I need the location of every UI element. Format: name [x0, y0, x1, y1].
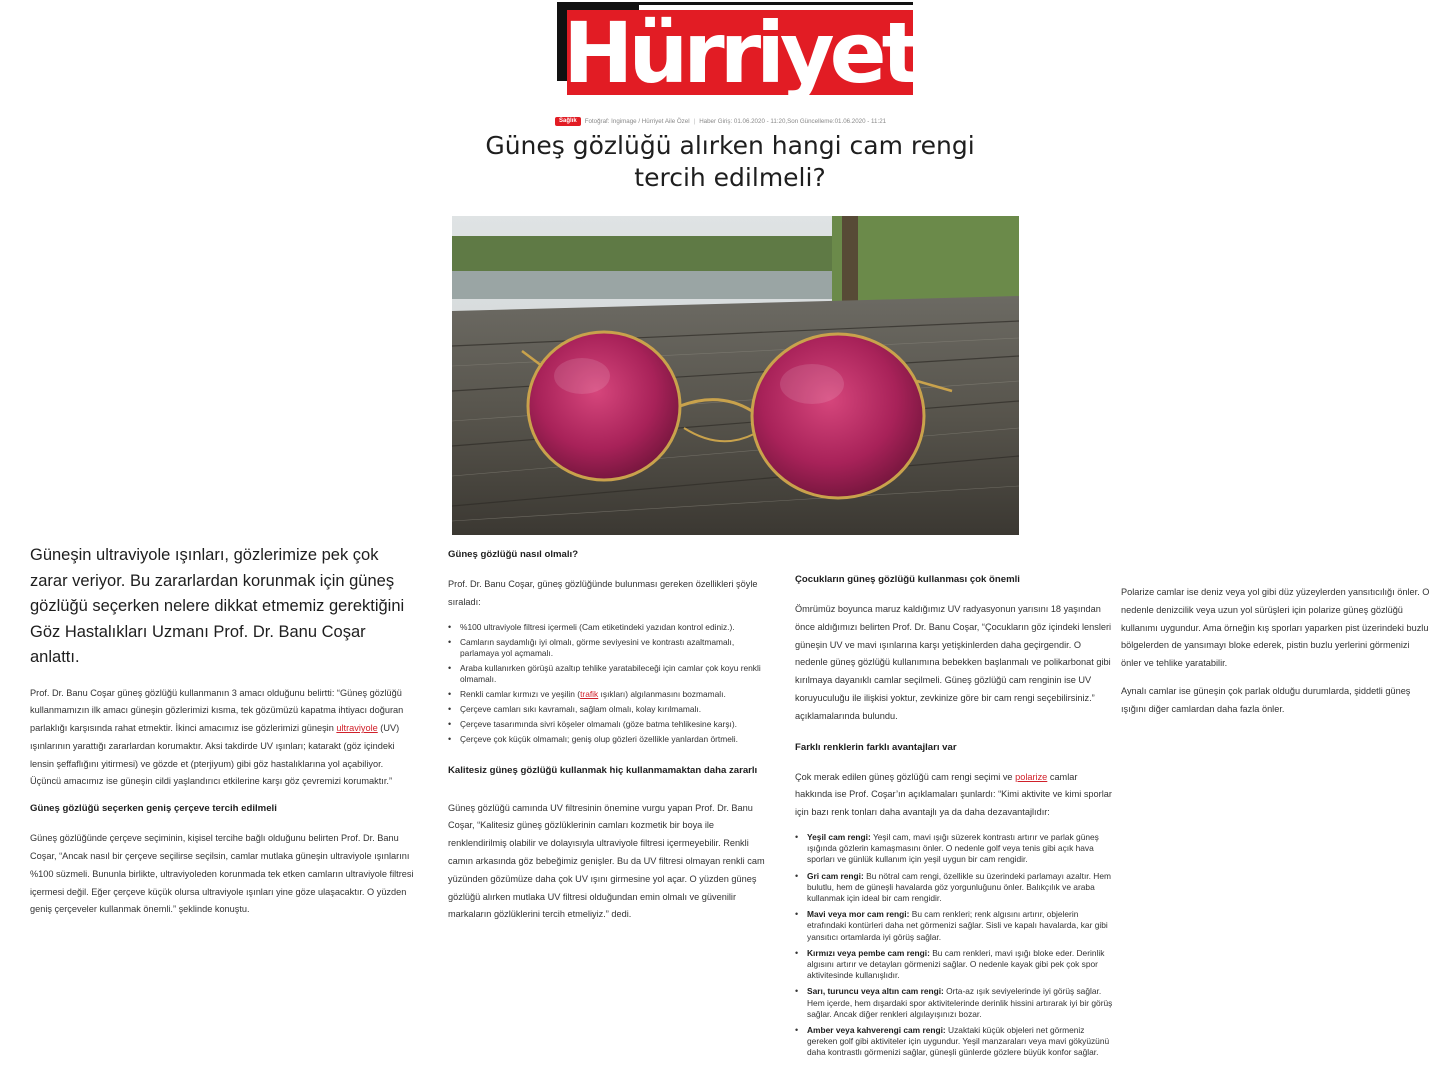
list-item-text: Bu nötral cam rengi, özellikle su üzerindeki parlamayı azaltır. Hem bulutlu, hem de güneşli havalarda göz yorgunluğunu önler. Balıkçılık ve araba kullanmak için ideal bir cam rengidir. [807, 870, 1111, 903]
article-meta [555, 116, 955, 128]
meta-separator: | [693, 118, 696, 125]
list-item: • Camların saydamlığı iyi olmalı, görme seviyesini ve kontrastı azaltmamalı, parlamaya yol açmamalı. [458, 637, 773, 659]
paragraph: Ömrümüz boyunca maruz kaldığımız UV radyasyonun yarısını 18 yaşından önce aldığımızı belirten Prof. Dr. Banu Coşar, “Çocukların göz içindeki lensleri güneşin UV ve mavi ışınlarına karşı yetişkinlerden daha geçirgendir. O nedenle güneş gözlüğü kullanımına bebekken başlanmalı ve polikarbonat gibi kırılmaya dayanıklı camlar seçilmeli. Güneş gözlüğü cam renginin ise UV koruyuculuğu ile ilişkisi yoktur, zevkinize göre bir cam rengi seçebilirsiniz.” açıklamalarında bulundu. [795, 604, 1112, 721]
list-item-text: Renkli camlar kırmızı ve yeşilin ( [460, 688, 581, 699]
column-3 [795, 572, 1113, 1077]
list-item [805, 948, 1113, 982]
list-item [805, 832, 1113, 866]
list-item-text: Uzaktaki küçük objeleri net görmeniz gereken golf gibi aktiviteler için uygundur. Yeşil manzaraları veya mavi gökyüzünü daha kontrastlı görmenizi sağlar, güneşli günlerde gözlere büyük konfor sağlar. [807, 1025, 1110, 1058]
section-heading: Kalitesiz güneş gözlüğü kullanmak hiç kullanmamaktan daha zararlı [448, 764, 758, 776]
article-photo [452, 216, 1019, 535]
paragraph: Prof. Dr. Banu Coşar, güneş gözlüğünde bulunması gereken özellikleri şöyle sıraladı: [448, 579, 758, 607]
link-trafik[interactable]: trafik [580, 688, 599, 699]
publish-dates: Haber Giriş: 01.06.2020 - 11:20,Son Güncelleme:01.06.2020 - 11:21 [699, 118, 887, 125]
list-item-label: Sarı, turuncu veya altın cam rengi: [807, 986, 944, 997]
hurriyet-logo[interactable] [557, 2, 913, 95]
list-item-text: ışıkları) algılanmasını bozmamalı. [598, 688, 726, 699]
paragraph-text: Prof. Dr. Banu Coşar güneş gözlüğü kullanmanın 3 amacı olduğunu belirtti: “Güneş gözlüğü kullanmamızın ilk amacı güneşin gözlerimizi kısma, tek gözümüzü kapatma ihtiyacı doğuran parlaklığı karşısında rahat etmektir. İkinci amacımız ise gözlerimizi güneşin [30, 687, 404, 734]
list-item-label: Kırmızı veya pembe cam rengi: [807, 947, 930, 958]
column-4 [1121, 584, 1431, 729]
paragraph [795, 769, 1113, 822]
list-item [805, 871, 1113, 905]
paragraph-text: Çok merak edilen güneş gözlüğü cam rengi seçimi ve [795, 771, 1016, 782]
paragraph: Güneş gözlüğü camında UV filtresinin önemine vurgu yapan Prof. Dr. Banu Coşar, “Kalitesiz güneş gözlüklerinin camları kozmetik bir boya ile renklendirilmiş olabilir ve dolayısıyla ultraviyole filtresi içermeyebilir. Renkli camın arkasında göz bebeğimiz genişler. Bu da UV filtresi olmayan renkli cam yüzünden gözümüze daha çok UV ışını girmesine yol açar. O yüzden güneş gözlüğü alırken mutlaka UV filtresi olduğundan emin olmalı ve güvenilir markaların gözlüklerini tercih etmeliyiz.” dedi. [448, 802, 765, 920]
list-item-text: Orta-az ışık seviyelerinde iyi görüş sağlar. Hem içerde, hem dışardaki spor aktivitelerinde derinlik hissini artırarak iyi bir görüş sağlar. Ancak diğer renkleri algılayışınızı bozar. [807, 986, 1113, 1019]
list-item-label: Amber veya kahverengi cam rengi: [807, 1025, 946, 1036]
section-heading: Çocukların güneş gözlüğü kullanması çok önemli [795, 574, 1020, 585]
column-2 [448, 547, 773, 934]
list-item-label: Gri cam rengi: [807, 870, 864, 881]
list-item [805, 986, 1113, 1020]
paragraph-text: (UV) ışınlarının yarattığı zararlardan korumaktır. Aksi takdirde UV ışınları; katarakt (göz içindeki lensin şeffaflığını yitirmesi) ve gözde et (pterjiyum) gibi göz hastalıklarına yol açabiliyor. Üçüncü amacımız ise güneşin cildi yaşlandırıcı etkilerine karşı göz çevremizi korumaktır.” [30, 723, 400, 787]
section-heading: Güneş gözlüğü seçerken geniş çerçeve tercih edilmeli [30, 803, 277, 815]
link-polarize[interactable]: polarize [1015, 771, 1048, 782]
link-ultraviyole[interactable]: ultraviyole [336, 723, 378, 734]
list-item [458, 689, 773, 700]
paragraph [30, 685, 415, 792]
list-item-label: Mavi veya mor cam rengi: [807, 909, 910, 920]
list-item-text: Bu cam renkleri, mavi ışığı bloke eder. Derinlik algısını artırır ve detayları görmenizi sağlar. O nedenle kayak gibi pek çok spor aktivitesinde kullanışlıdır. [807, 947, 1105, 981]
list-item-text: Bu cam renkleri; renk algısını artırır, objelerin etrafındaki kontürleri daha net görmenizi sağlar. Sisli ve kapalı havalarda, kar gibi yansıtıcı ortamlarda iyi görüş sağlar. [807, 909, 1108, 942]
list-item: • Çerçeve çok küçük olmamalı; geniş olup gözleri özellikle yanlardan örtmeli. [458, 734, 773, 745]
section-heading: Güneş gözlüğü nasıl olmalı? [448, 549, 579, 560]
paragraph: Güneş gözlüğünde çerçeve seçiminin, kişisel tercihe bağlı olduğunu belirten Prof. Dr. Banu Coşar, “Ancak nasıl bir çerçeve seçilirse seçilsin, camlar mutlaka güneşin ultraviyole ışınlarını %100 süzmeli. Bununla birlikte, ultraviyoleden korunmada tek etken camların ultraviyole filtresi içermesi değil. Eğer çerçeve küçük olursa ultraviyole ışınları yine göze ulaşacaktır. O yüzden geniş çerçeveler kullanmak önemli.” şeklinde konuştu. [30, 833, 414, 915]
list-item: • Çerçeve camları sıkı kavramalı, sağlam olmalı, kolay kırılmamalı. [458, 704, 773, 715]
list-item [805, 909, 1113, 943]
column-1 [30, 543, 415, 929]
paragraph: Polarize camlar ise deniz veya yol gibi düz yüzeylerden yansıtıcılığı önler. O nedenle denizcilik veya uzun yol sürüşleri için polarize güneş gözlüğü kullanımı uygundur. Ama örneğin kış sporları yaparken pist üzerindeki buzlu bölgelerden de yansımayı bloke ederek, pistin buzlu yerlerini görmenizi önler ve tehlike yaratabilir. [1121, 587, 1430, 669]
paragraph: Aynalı camlar ise güneşin çok parlak olduğu durumlarda, şiddetli güneş ışığını diğer camlardan daha fazla önler. [1121, 685, 1411, 714]
logo-text: Hürriyet [563, 4, 913, 95]
article-title: Güneş gözlüğü alırken hangi cam rengi tercih edilmeli? [485, 131, 975, 192]
sunglasses-photo [452, 216, 1019, 535]
article-lead: Güneşin ultraviyole ışınları, gözlerimize pek çok zarar veriyor. Bu zararlardan korunmak için güneş gözlüğü seçerken nelere dikkat etmemiz gerektiğini Göz Hastalıkları Uzmanı Prof. Dr. Banu Coşar anlattı. [30, 546, 405, 666]
photo-credit: Fotoğraf: Ingimage / Hürriyet Aile Özel [584, 118, 690, 125]
list-item [805, 1025, 1113, 1059]
list-item-text: Yeşil cam, mavi ışığı süzerek kontrastı artırır ve parlak güneş ışığında gözlerin kamaşmasını önler. O nedenle golf veya tenis gibi açık hava sporları ve günlük kullanım için yeşil uygun bir cam rengidir. [807, 831, 1099, 865]
paragraph-text: camlar hakkında ise Prof. Coşar’ın açıklamaları şunlardı: “Kimi aktivite ve kimi sporlar için bazı renk tonları daha avantajlı ya da daha dezavantajlıdır: [795, 771, 1112, 818]
lens-colors-list [795, 832, 1113, 1059]
features-list [448, 622, 773, 745]
list-item-label: Yeşil cam rengi: [807, 831, 871, 842]
list-item: • Çerçeve tasarımında sivri köşeler olmamalı (göze batma tehlikesine karşı). [458, 719, 773, 730]
list-item: • Araba kullanırken görüşü azaltıp tehlike yaratabileceği için camlar çok koyu renkli olmamalı. [458, 663, 773, 685]
category-badge[interactable]: Sağlık [555, 117, 581, 126]
section-heading: Farklı renklerin farklı avantajları var [795, 741, 957, 753]
list-item: • %100 ultraviyole filtresi içermeli (Cam etiketindeki yazıdan kontrol ediniz.). [458, 622, 773, 633]
